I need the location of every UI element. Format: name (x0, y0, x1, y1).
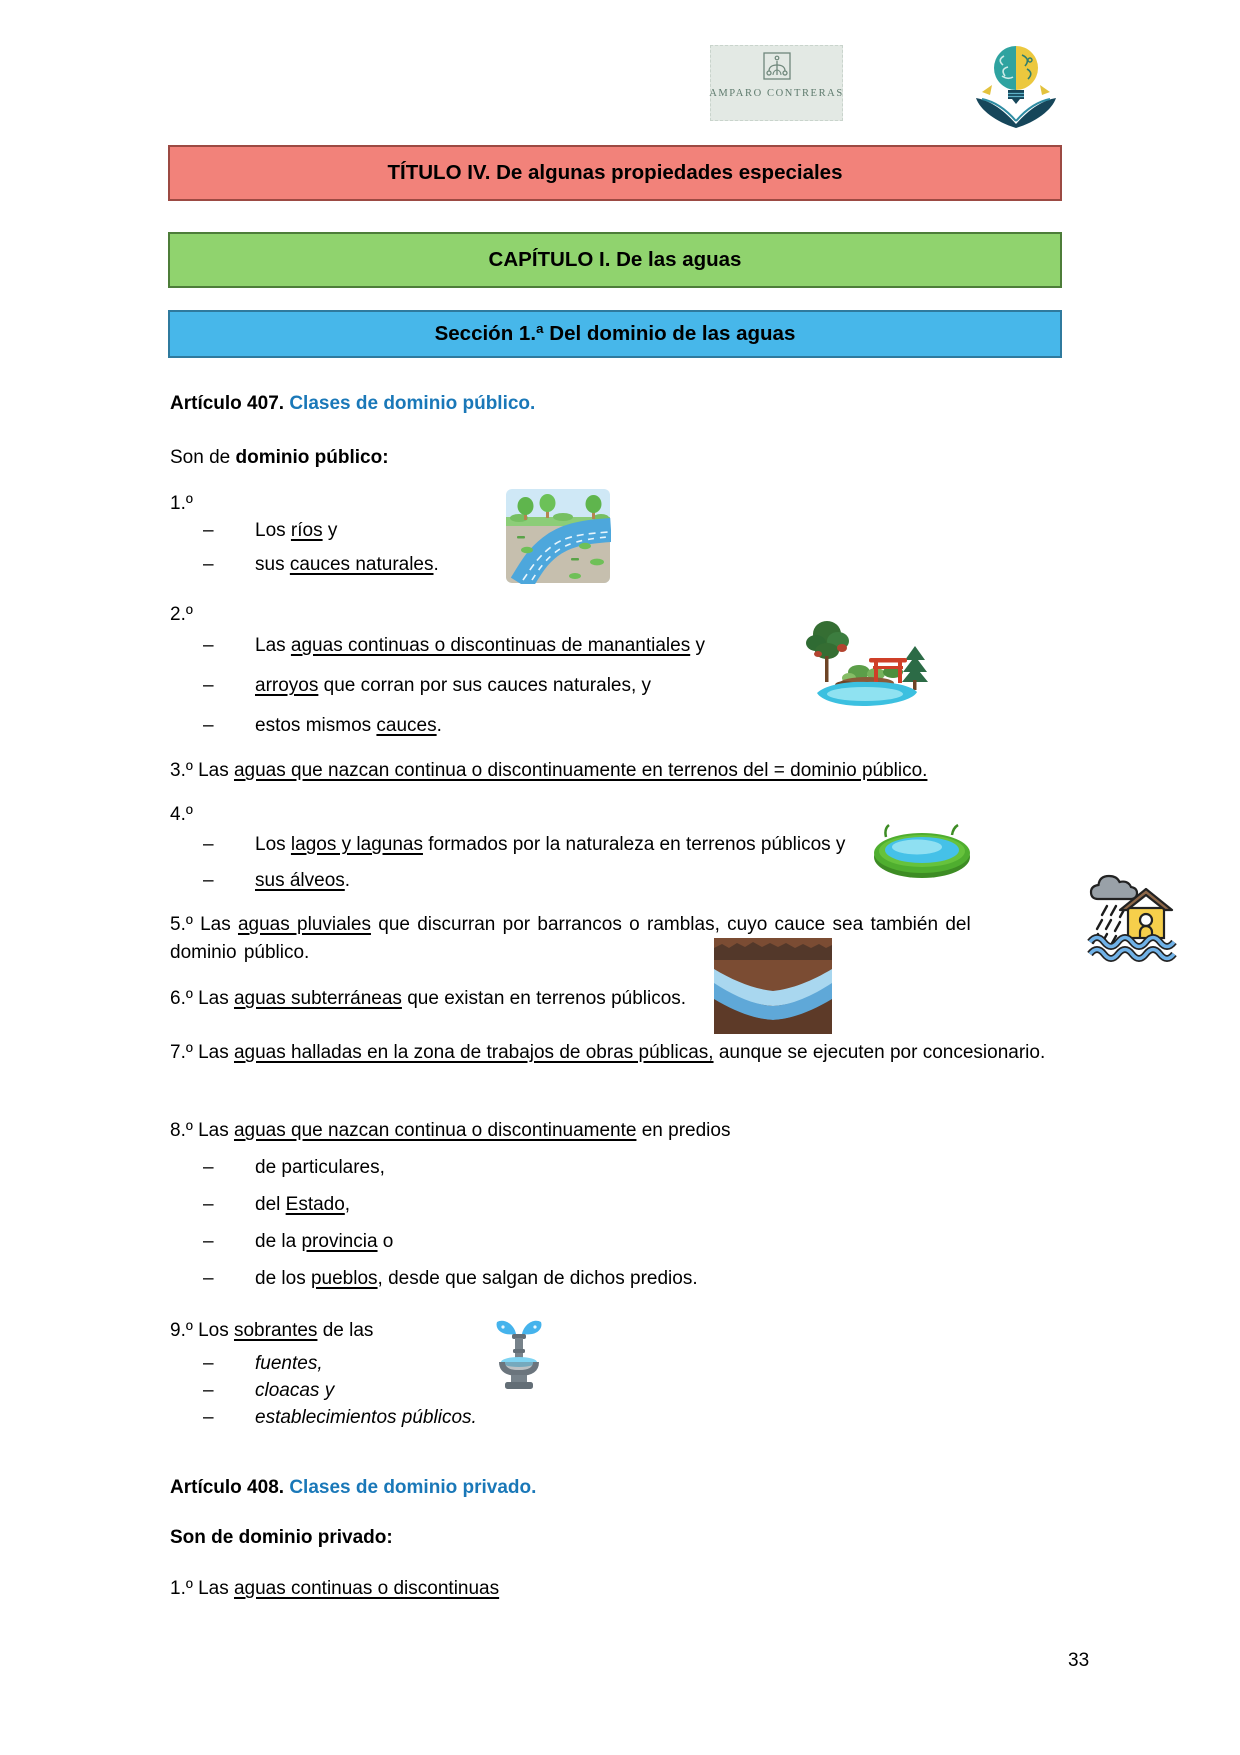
river-illustration (505, 488, 611, 584)
capitulo-banner-label: CAPÍTULO I. De las aguas (488, 248, 742, 271)
list-item-text: de la provincia o (255, 1231, 394, 1252)
item-9-paragraph: 9.º Los sobrantes de las (170, 1320, 374, 1341)
item-4-ordinal: 4.º (170, 804, 193, 825)
list-item-text: de los pueblos, desde que salgan de dichos predios. (255, 1268, 698, 1289)
dash-bullet: – (203, 1268, 214, 1289)
list-item (170, 1378, 1060, 1404)
list-item-text: fuentes, (255, 1353, 323, 1374)
amparo-emblem-icon (759, 51, 795, 85)
list-item (170, 713, 1060, 739)
amparo-contreras-logo (710, 45, 843, 121)
dash-bullet: – (203, 1407, 214, 1428)
articulo-408-heading: Artículo 408. Clases de dominio privado. (170, 1477, 537, 1498)
item-8-paragraph: 8.º Las aguas que nazcan continua o discontinuamente en predios (170, 1120, 731, 1141)
articulo-407-heading: Artículo 407. Clases de dominio público. (170, 393, 536, 414)
dash-bullet: – (203, 715, 214, 736)
dash-bullet: – (203, 834, 214, 855)
item-9-list (170, 1351, 1060, 1432)
book-lightbulb-logo (972, 36, 1060, 136)
list-item-text: de particulares, (255, 1157, 385, 1178)
item-6-paragraph: 6.º Las aguas subterráneas que existan en terrenos públicos. (170, 988, 687, 1009)
dash-bullet: – (203, 1157, 214, 1178)
list-item (170, 1192, 1060, 1218)
list-item-text: del Estado, (255, 1194, 351, 1215)
groundwater-illustration (714, 938, 832, 1034)
fountain-illustration (492, 1317, 546, 1401)
dash-bullet: – (203, 870, 214, 891)
list-item (170, 1266, 1060, 1292)
dash-bullet: – (203, 675, 214, 696)
list-item-text: Las aguas continuas o discontinuas de manantiales y (255, 635, 705, 656)
list-item (170, 552, 1060, 578)
titulo-banner (168, 145, 1062, 201)
item-1-list (170, 518, 1060, 586)
capitulo-banner (168, 232, 1062, 288)
dash-bullet: – (203, 1194, 214, 1215)
titulo-banner-label: TÍTULO IV. De algunas propiedades especiales (387, 161, 843, 184)
dash-bullet: – (203, 1231, 214, 1252)
list-item (170, 518, 1060, 544)
list-item (170, 1405, 1060, 1431)
list-item (170, 1155, 1060, 1181)
item-1-ordinal: 1.º (170, 493, 193, 514)
flood-rain-illustration (1086, 868, 1182, 962)
articulo-408-item-1: 1.º Las aguas continuas o discontinuas (170, 1578, 500, 1599)
seccion-banner-label: Sección 1.ª Del dominio de las aguas (434, 322, 796, 345)
articulo-408-intro: Son de dominio privado: (170, 1527, 393, 1548)
item-3-paragraph: 3.º Las aguas que nazcan continua o discontinuamente en terrenos del = dominio público. (170, 760, 928, 781)
list-item (170, 1229, 1060, 1255)
seccion-banner (168, 310, 1062, 358)
dash-bullet: – (203, 635, 214, 656)
list-item-text: Los lagos y lagunas formados por la naturaleza en terrenos públicos y (255, 834, 846, 855)
list-item (170, 1351, 1060, 1377)
page-number: 33 (1068, 1650, 1090, 1671)
dash-bullet: – (203, 1353, 214, 1374)
dash-bullet: – (203, 1380, 214, 1401)
item-7-paragraph: 7.º Las aguas halladas en la zona de trabajos de obras públicas, aunque se ejecuten por concesionario. (170, 1042, 1046, 1063)
list-item-text: Los ríos y (255, 520, 338, 541)
dash-bullet: – (203, 520, 214, 541)
list-item-text: establecimientos públicos. (255, 1407, 477, 1428)
item-8-list (170, 1155, 1060, 1303)
list-item-text: estos mismos cauces. (255, 715, 442, 736)
articulo-407-intro: Son de dominio público: (170, 447, 389, 468)
spring-forest-illustration (797, 610, 937, 707)
list-item-text: sus álveos. (255, 870, 351, 891)
list-item-text: arroyos que corran por sus cauces naturales, y (255, 675, 652, 696)
item-2-ordinal: 2.º (170, 604, 193, 625)
list-item-text: cloacas y (255, 1380, 335, 1401)
dash-bullet: – (203, 554, 214, 575)
amparo-logo-text: AMPARO CONTRERAS (709, 88, 844, 99)
lake-illustration (872, 823, 972, 881)
list-item-text: sus cauces naturales. (255, 554, 439, 575)
item-5-paragraph: 5.º Las aguas pluviales que discurran por barrancos o ramblas, cuyo cauce sea también del dominio público. (170, 914, 971, 963)
